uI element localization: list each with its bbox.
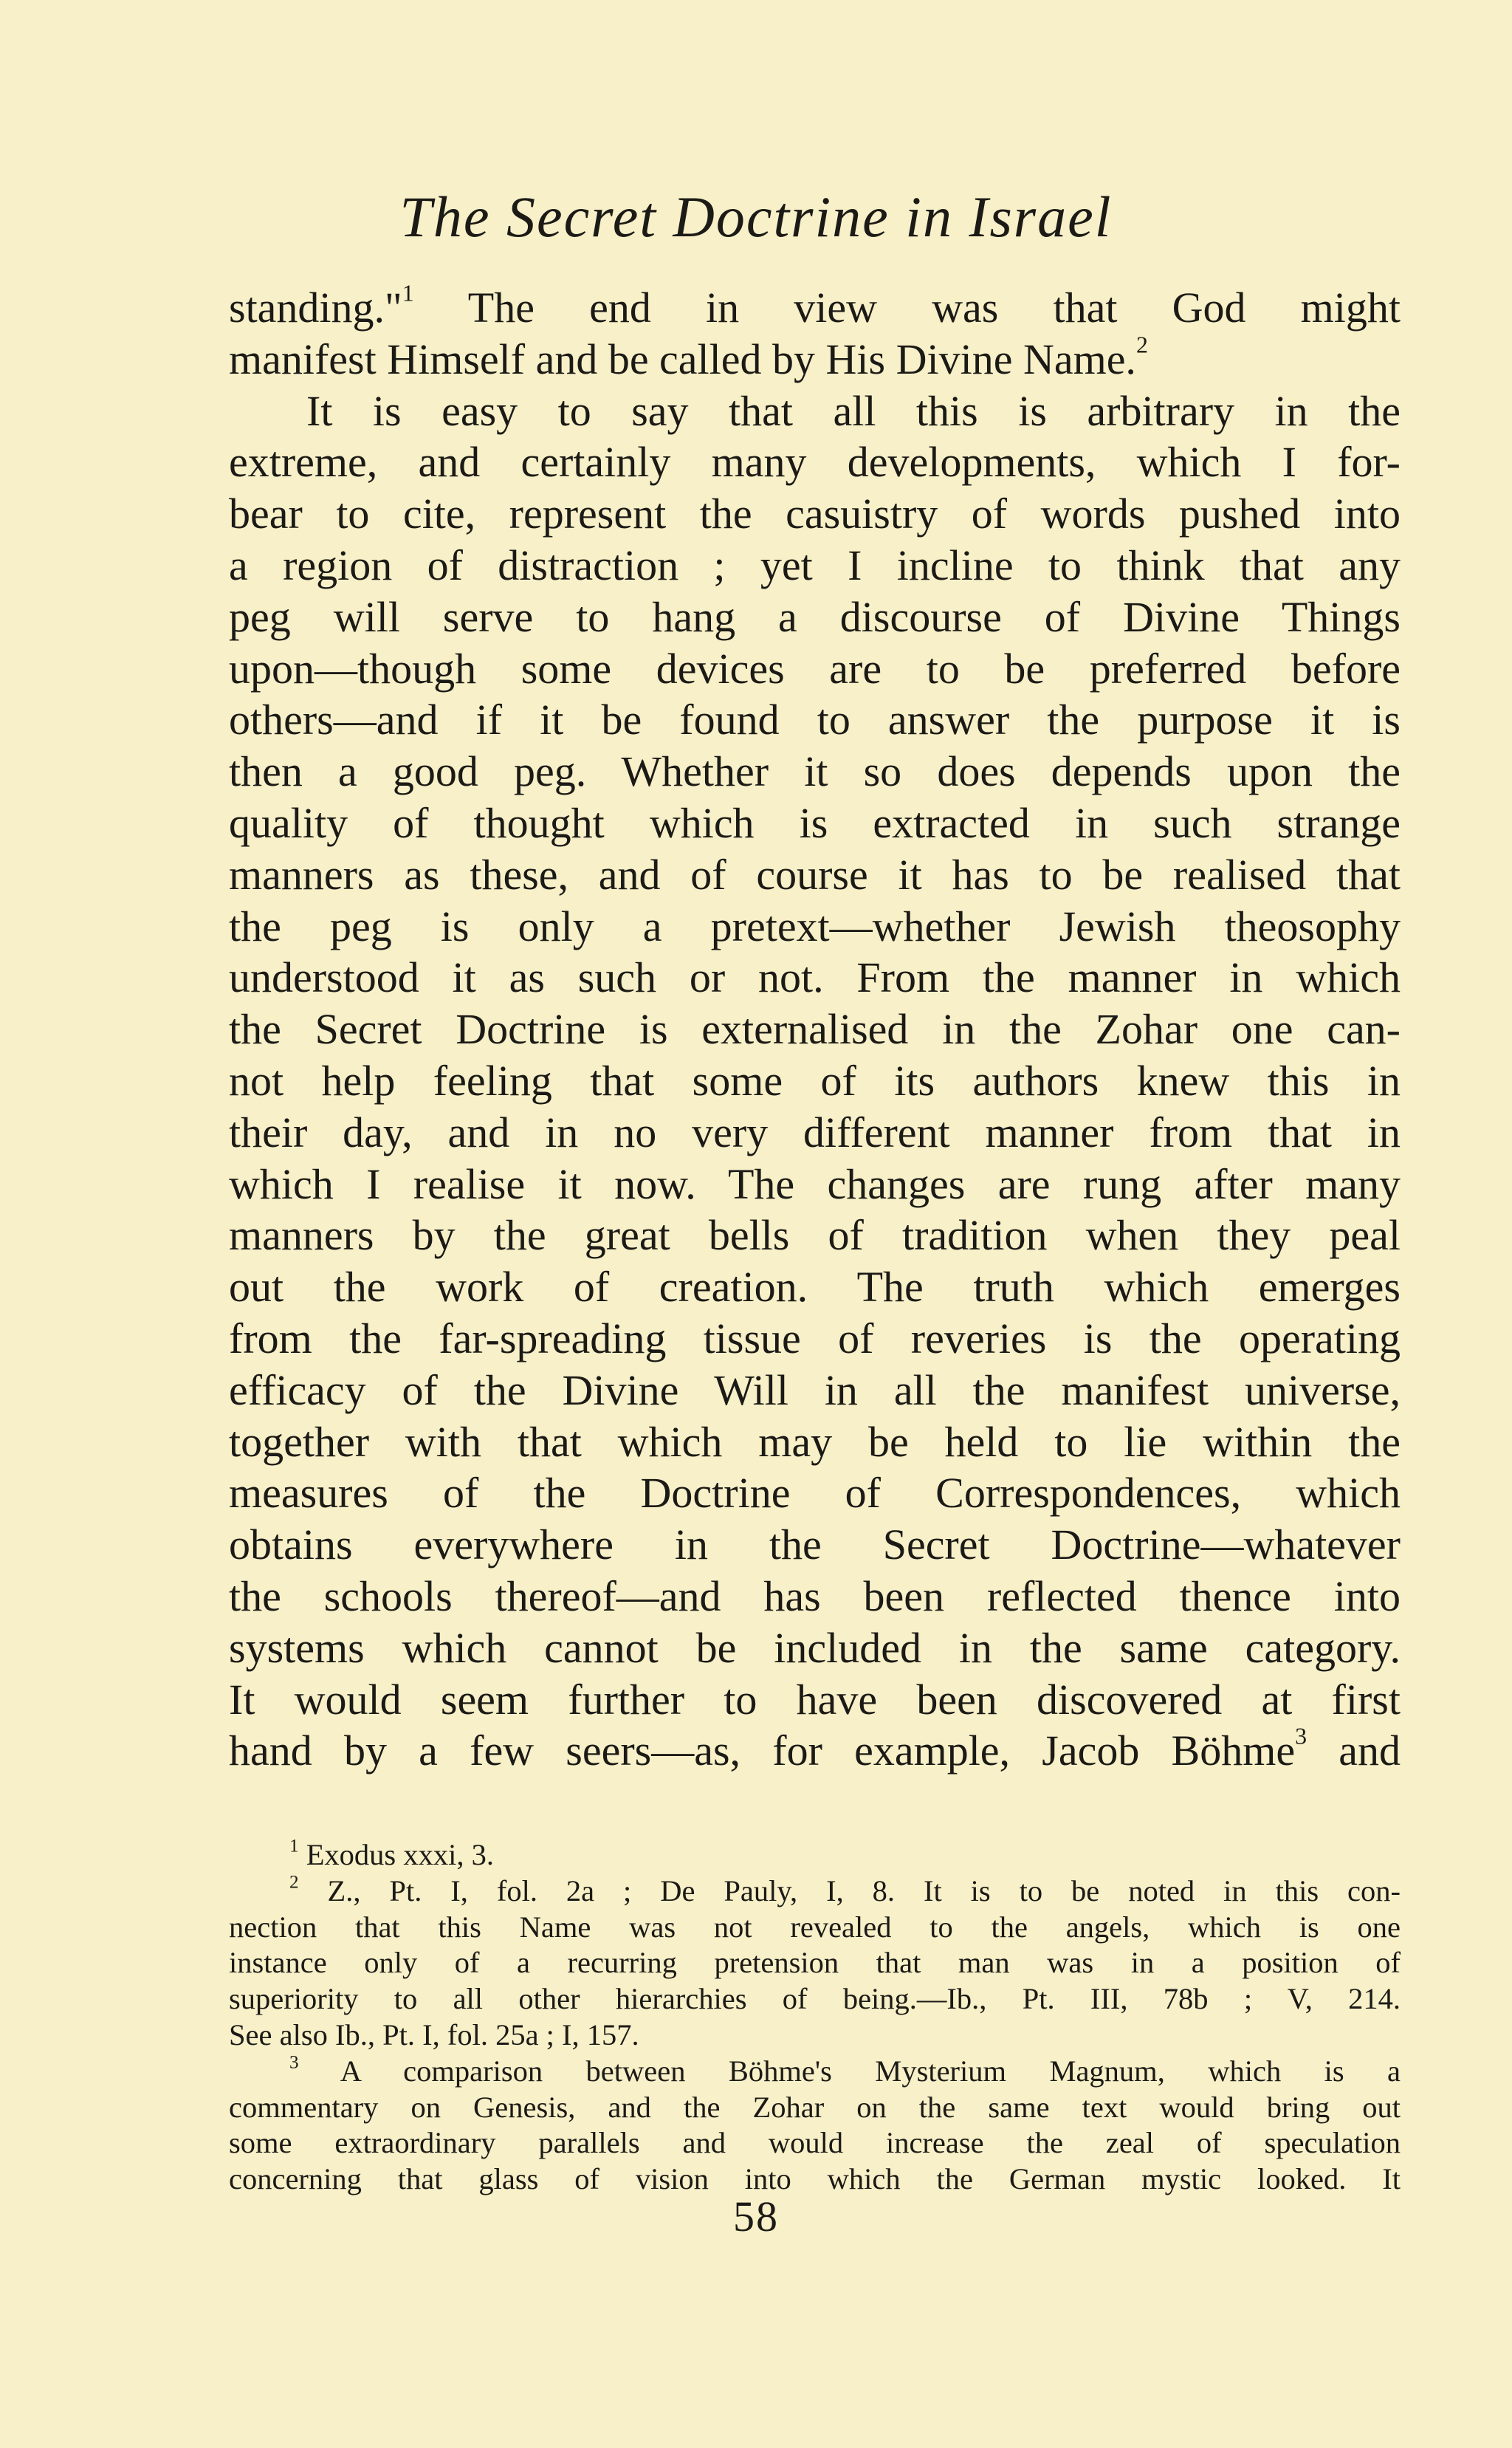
text-line: manifest Himself and be called by His Divine Name.$^2$: [229, 332, 1148, 383]
text-line: systems which cannot be included in the same category.: [229, 1623, 1401, 1672]
footnote-ref: 1: [402, 280, 414, 306]
footnote-line: $^1$ Exodus xxxi, 3.: [289, 1836, 494, 1871]
footnote-line: $^2$ Z., Pt. I, fol. 2a ; De Pauly, I, 8. It is to be noted in this con-: [289, 1872, 1401, 1907]
text-line: from the far-spreading tissue of reveries is the operating: [229, 1314, 1401, 1362]
footnote-line: commentary on Genesis, and the Zohar on the same text would bring out: [229, 2090, 1401, 2124]
text-line: the Secret Doctrine is externalised in the Zohar one can-: [229, 1005, 1401, 1054]
footnote-line: $^3$ A comparison between Böhme's Mysterium Magnum, which is a: [289, 2052, 1401, 2088]
footnote-number: 2: [289, 1872, 299, 1893]
text-line: efficacy of the Divine Will in all the manifest universe,: [229, 1365, 1401, 1414]
text-line: upon—though some devices are to be preferred before: [229, 644, 1401, 693]
footnote-line: See also Ib., Pt. I, fol. 25a ; I, 157.: [229, 2017, 639, 2051]
running-head: The Secret Doctrine in Israel: [399, 185, 1113, 249]
text-line: a region of distraction ; yet I incline to think that any: [229, 541, 1401, 589]
text-line: standing."$^1$ The end in view was that God might: [229, 280, 1401, 332]
footnote-number: 3: [289, 2052, 299, 2073]
text-line: their day, and in no very different manner from that in: [229, 1108, 1401, 1156]
footnote-line: instance only of a recurring pretension that man was in a position of: [229, 1946, 1401, 1980]
footnote-number: 1: [289, 1836, 299, 1856]
footnote-ref: 3: [1295, 1723, 1307, 1749]
footnote-line: nection that this Name was not revealed to the angels, which is one: [229, 1910, 1401, 1944]
footnotes: [229, 1837, 1401, 2198]
text-line: understood it as such or not. From the manner in which: [229, 953, 1401, 1002]
text-line: extreme, and certainly many developments, which I for-: [229, 438, 1401, 487]
footnote-ref: 2: [1135, 332, 1148, 358]
text-line: It is easy to say that all this is arbitrary in the: [306, 386, 1401, 435]
text-line: together with that which may be held to lie within the: [229, 1417, 1401, 1466]
footnote-line: superiority to all other hierarchies of being.—Ib., Pt. III, 78b ; V, 214.: [229, 1982, 1401, 2016]
text-line: peg will serve to hang a discourse of Divine Things: [229, 592, 1401, 641]
text-line: measures of the Doctrine of Correspondences, which: [229, 1469, 1401, 1518]
text-line: obtains everywhere in the Secret Doctrine—whatever: [229, 1520, 1401, 1569]
page-number: 58: [733, 2192, 779, 2240]
text-line: quality of thought which is extracted in such strange: [229, 798, 1401, 847]
text-line: out the work of creation. The truth which emerges: [229, 1263, 1401, 1312]
text-line: then a good peg. Whether it so does depends upon the: [229, 747, 1401, 796]
text-line: others—and if it be found to answer the purpose it is: [229, 696, 1401, 744]
text-line: hand by a few seers—as, for example, Jacob Böhme$^3$ and: [229, 1723, 1401, 1775]
body-text: [229, 282, 1401, 1777]
text-line: which I realise it now. The changes are rung after many: [229, 1159, 1401, 1208]
text-line: the schools thereof—and has been reflected thence into: [229, 1571, 1401, 1620]
text-line: It would seem further to have been discovered at first: [229, 1675, 1401, 1724]
text-line: the peg is only a pretext—whether Jewish theosophy: [229, 902, 1401, 950]
text-line: bear to cite, represent the casuistry of words pushed into: [229, 490, 1401, 538]
footnote-line: some extraordinary parallels and would increase the zeal of speculation: [229, 2126, 1401, 2160]
text-line: not help feeling that some of its authors knew this in: [229, 1056, 1401, 1105]
footnote-line: concerning that glass of vision into which the German mystic looked. It: [229, 2162, 1401, 2196]
text-line: manners as these, and of course it has to be realised that: [229, 850, 1401, 899]
text-line: manners by the great bells of tradition when they peal: [229, 1211, 1401, 1260]
